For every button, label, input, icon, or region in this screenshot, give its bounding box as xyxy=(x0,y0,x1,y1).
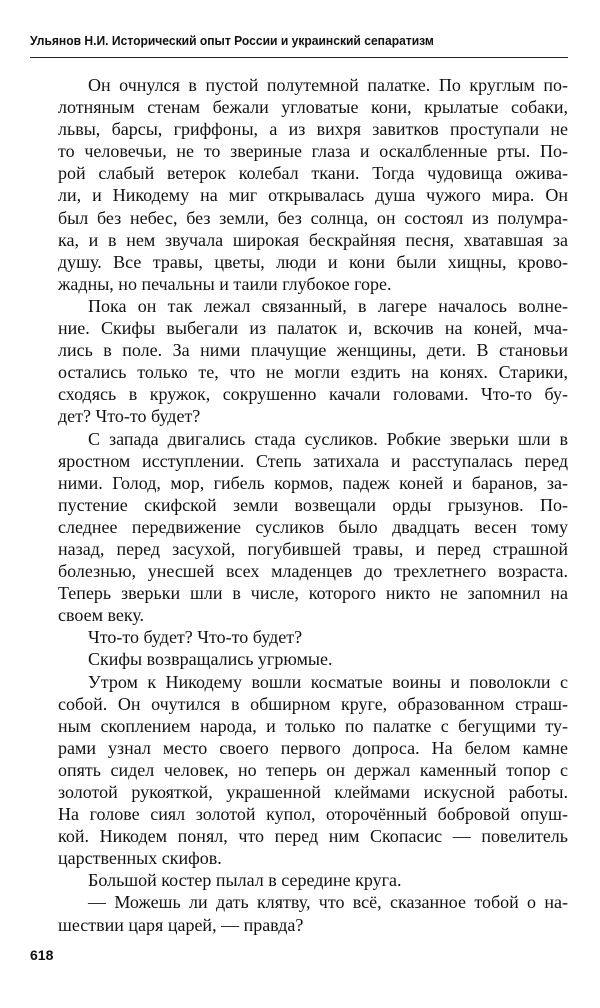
text-line: ка, и в нем звучала широкая бескрайняя песня, хватавшая за xyxy=(58,229,568,250)
text-line: львы, барсы, гриффоны, а из вихря завитков проступали не xyxy=(58,119,568,140)
text-line: Что-то будет? Что-то будет? xyxy=(88,627,303,648)
text-line: сходясь в кружок, сокрушенно качали головами. Что-то бу- xyxy=(58,384,568,405)
running-header: Ульянов Н.И. Исторический опыт России и украинский сепаратизм xyxy=(30,33,434,48)
text-line: пустение скифской земли возвещали орды грызунов. По- xyxy=(58,494,568,515)
text-line: — Можешь ли дать клятву, что всё, сказанное тобой о на- xyxy=(88,892,568,913)
text-line: был без небес, без земли, без солнца, он состоял из полумра- xyxy=(58,207,568,228)
text-line: своем веку. xyxy=(58,605,145,626)
text-line: шествии царя царей, — правда? xyxy=(58,914,304,935)
text-line: ними. Голод, мор, гибель кормов, падеж коней и баранов, за- xyxy=(58,472,568,493)
paragraph xyxy=(58,626,568,648)
text-line: душу. Все травы, цветы, люди и кони были хищны, крово- xyxy=(58,251,568,272)
text-line: Утром к Никодему вошли косматые воины и поволокли с xyxy=(88,671,568,692)
text-line: Пока он так лежал связанный, в лагере началось волне- xyxy=(88,295,568,316)
paragraph xyxy=(58,648,568,670)
paragraph xyxy=(58,295,568,428)
paragraph xyxy=(58,74,568,295)
text-line: яростном исступлении. Степь затихала и расступалась перед xyxy=(58,450,568,471)
text-line: ным скоплением народа, и только по палатке с бегущими ту- xyxy=(58,715,568,736)
header-divider xyxy=(30,57,568,58)
paragraph xyxy=(58,428,568,627)
text-line: дет? Что-то будет? xyxy=(58,406,201,427)
text-line: болезнью, унесшей всех младенцев до трехлетнего возраста. xyxy=(58,561,568,582)
paragraph xyxy=(58,869,568,891)
text-line: рами узнал место своего первого допроса. На белом камне xyxy=(58,737,568,758)
text-line: золотой рукояткой, украшенной клеймами искусной работы. xyxy=(58,782,568,802)
text-line: Большой костер пылал в середине круга. xyxy=(88,870,402,891)
text-line: С запада двигались стада сусликов. Робкие зверьки шли в xyxy=(88,428,568,449)
text-line: опять сидел человек, но теперь он держал каменный топор с xyxy=(58,759,568,780)
text-line: лотняным стенам бежали угловатые кони, крылатые собаки, xyxy=(58,97,568,118)
text-line: собой. Он очутился в обширном круге, образованном страш- xyxy=(58,693,568,714)
paragraph xyxy=(58,891,568,935)
text-line: остались только те, что не могли ездить на конях. Старики, xyxy=(58,362,568,383)
text-line: царственных скифов. xyxy=(58,848,222,869)
text-line: Он очнулся в пустой полутемной палатке. По круглым по- xyxy=(88,75,568,95)
page-number: 618 xyxy=(30,947,54,963)
text-line: лись в поле. За ними плачущие женщины, дети. В становьи xyxy=(58,340,568,361)
main-text xyxy=(58,74,568,936)
text-line: Теперь зверьки шли в числе, которого никто не запомнил на xyxy=(58,583,568,604)
text-line: то человечьи, не то звериные глаза и оскалбленные рты. По- xyxy=(58,141,568,162)
text-line: жадны, но печальны и таили глубокое горе. xyxy=(58,273,392,294)
text-line: назад, перед засухой, погубившей травы, и перед страшной xyxy=(58,538,568,559)
text-line: кой. Никодем понял, что перед ним Скопасис — повелитель xyxy=(58,826,568,847)
text-line: следнее передвижение сусликов было двадцать весен тому xyxy=(58,516,568,537)
text-line: ли, и Никодему на миг открывалась душа чужого мира. Он xyxy=(58,185,568,206)
paragraph xyxy=(58,671,568,870)
text-line: рой слабый ветерок колебал ткани. Тогда чудовища ожива- xyxy=(58,163,568,184)
text-line: Скифы возвращались угрюмые. xyxy=(88,649,333,670)
text-line: На голове сиял золотой купол, оторочённый бобровой опуш- xyxy=(58,804,568,825)
text-line: ние. Скифы выбегали из палаток и, вскочив на коней, мча- xyxy=(58,318,568,339)
